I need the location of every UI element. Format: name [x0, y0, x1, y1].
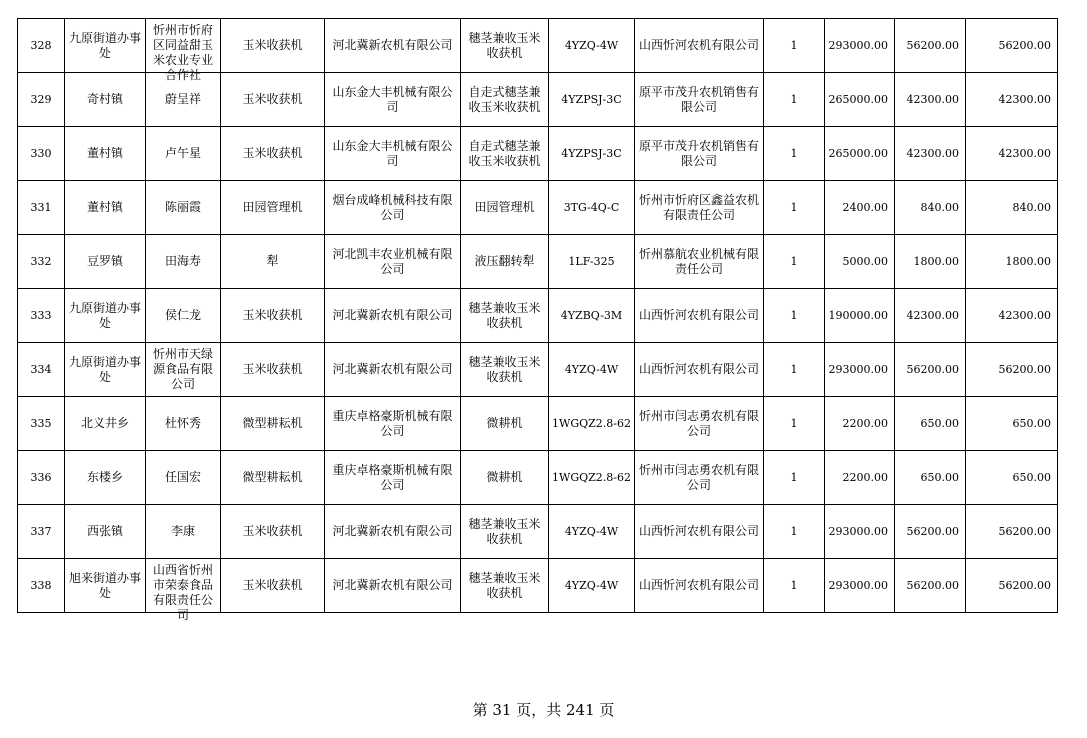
total-subsidy-text: 650.00: [1012, 417, 1051, 430]
row-number-text: 336: [30, 471, 52, 484]
township-text: 东楼乡: [86, 470, 123, 484]
total-subsidy-text: 56200.00: [998, 39, 1051, 52]
cell-model: [549, 235, 635, 289]
quantity-text: 1: [790, 93, 798, 106]
cell-product-name: [461, 343, 549, 397]
cell-sale-price: [825, 397, 895, 451]
cell-dealer: [635, 73, 764, 127]
manufacturer-text: 山东金大丰机械有限公司: [332, 84, 453, 114]
product-name-text: 穗茎兼收玉米收获机: [468, 516, 541, 546]
machine-category-text: 玉米收获机: [242, 308, 303, 322]
cell-sale-price: [825, 235, 895, 289]
cell-machine-category: [221, 505, 325, 559]
cell-applicant: [146, 397, 221, 451]
cell-quantity: [764, 397, 825, 451]
subsidy-amount-text: 42300.00: [906, 309, 959, 322]
table-row: [18, 343, 1058, 397]
cell-sale-price: [825, 559, 895, 613]
cell-product-name: [461, 289, 549, 343]
cell-product-name: [461, 127, 549, 181]
township-text: 董村镇: [86, 146, 123, 160]
machine-category-text: 田园管理机: [242, 200, 303, 214]
cell-manufacturer: [325, 73, 461, 127]
cell-applicant: [146, 289, 221, 343]
cell-dealer: [635, 559, 764, 613]
cell-row-number: [18, 343, 65, 397]
subsidy-amount-text: 56200.00: [906, 525, 959, 538]
subsidy-amount-text: 42300.00: [906, 93, 959, 106]
cell-model: [549, 73, 635, 127]
cell-township: [65, 127, 146, 181]
cell-dealer: [635, 343, 764, 397]
township-text: 九原街道办事处: [68, 354, 141, 384]
manufacturer-text: 重庆卓格豪斯机械有限公司: [332, 462, 453, 492]
cell-township: [65, 559, 146, 613]
cell-product-name: [461, 505, 549, 559]
table-row: [18, 235, 1058, 289]
model-text: 1WGQZ2.8-62: [552, 471, 631, 484]
township-text: 九原街道办事处: [68, 30, 141, 60]
quantity-text: 1: [790, 363, 798, 376]
cell-subsidy-amount: [895, 181, 966, 235]
cell-manufacturer: [325, 343, 461, 397]
machine-category-text: 玉米收获机: [242, 92, 303, 106]
applicant-text: 杜怀秀: [164, 416, 201, 430]
cell-machine-category: [221, 343, 325, 397]
cell-township: [65, 451, 146, 505]
applicant-text: 忻州市天绿源食品有限公司: [152, 347, 213, 391]
cell-product-name: [461, 235, 549, 289]
cell-subsidy-amount: [895, 235, 966, 289]
cell-row-number: [18, 559, 65, 613]
applicant-text: 田海寿: [164, 254, 201, 268]
applicant-text: 侯仁龙: [164, 308, 201, 322]
manufacturer-text: 河北冀新农机有限公司: [332, 524, 453, 538]
cell-quantity: [764, 181, 825, 235]
cell-quantity: [764, 235, 825, 289]
cell-manufacturer: [325, 289, 461, 343]
manufacturer-text: 河北冀新农机有限公司: [332, 362, 453, 376]
product-name-text: 自走式穗茎兼收玉米收获机: [468, 138, 541, 168]
sale-price-text: 293000.00: [828, 525, 888, 538]
product-name-text: 穗茎兼收玉米收获机: [468, 570, 541, 600]
cell-machine-category: [221, 451, 325, 505]
cell-manufacturer: [325, 181, 461, 235]
cell-subsidy-amount: [895, 397, 966, 451]
manufacturer-text: 河北冀新农机有限公司: [332, 308, 453, 322]
total-subsidy-text: 56200.00: [998, 363, 1051, 376]
dealer-text: 山西忻河农机有限公司: [638, 362, 759, 376]
cell-machine-category: [221, 181, 325, 235]
cell-township: [65, 235, 146, 289]
cell-row-number: [18, 397, 65, 451]
dealer-text: 忻州慕航农业机械有限责任公司: [638, 246, 759, 276]
machine-category-text: 犁: [266, 254, 279, 268]
row-number-text: 332: [30, 255, 52, 268]
cell-sale-price: [825, 73, 895, 127]
total-subsidy-text: 840.00: [1012, 201, 1051, 214]
table-row: [18, 505, 1058, 559]
cell-dealer: [635, 127, 764, 181]
product-name-text: 自走式穗茎兼收玉米收获机: [468, 84, 541, 114]
cell-manufacturer: [325, 505, 461, 559]
row-number-text: 330: [30, 147, 52, 160]
row-number-text: 334: [30, 363, 52, 376]
manufacturer-text: 河北凯丰农业机械有限公司: [332, 246, 453, 276]
cell-machine-category: [221, 127, 325, 181]
quantity-text: 1: [790, 147, 798, 160]
cell-dealer: [635, 505, 764, 559]
cell-applicant: [146, 181, 221, 235]
cell-subsidy-amount: [895, 127, 966, 181]
cell-machine-category: [221, 397, 325, 451]
cell-dealer: [635, 19, 764, 73]
quantity-text: 1: [790, 525, 798, 538]
table-row: [18, 289, 1058, 343]
cell-total-subsidy: [966, 559, 1058, 613]
cell-subsidy-amount: [895, 289, 966, 343]
machine-category-text: 玉米收获机: [242, 146, 303, 160]
cell-sale-price: [825, 289, 895, 343]
manufacturer-text: 烟台成峰机械科技有限公司: [332, 192, 453, 222]
cell-quantity: [764, 451, 825, 505]
applicant-text: 卢午星: [164, 146, 201, 160]
total-subsidy-text: 650.00: [1012, 471, 1051, 484]
cell-dealer: [635, 397, 764, 451]
model-text: 3TG-4Q-C: [563, 201, 620, 214]
cell-sale-price: [825, 181, 895, 235]
cell-total-subsidy: [966, 505, 1058, 559]
applicant-text: 蔚呈祥: [164, 92, 201, 106]
sale-price-text: 190000.00: [828, 309, 888, 322]
quantity-text: 1: [790, 417, 798, 430]
cell-total-subsidy: [966, 73, 1058, 127]
total-subsidy-text: 1800.00: [1005, 255, 1051, 268]
cell-quantity: [764, 289, 825, 343]
sale-price-text: 293000.00: [828, 363, 888, 376]
cell-row-number: [18, 289, 65, 343]
cell-manufacturer: [325, 19, 461, 73]
cell-applicant: [146, 451, 221, 505]
sale-price-text: 265000.00: [828, 147, 888, 160]
township-text: 豆罗镇: [86, 254, 123, 268]
cell-model: [549, 397, 635, 451]
subsidy-amount-text: 840.00: [920, 201, 959, 214]
machine-category-text: 玉米收获机: [242, 578, 303, 592]
cell-applicant: [146, 343, 221, 397]
manufacturer-text: 重庆卓格豪斯机械有限公司: [332, 408, 453, 438]
cell-sale-price: [825, 451, 895, 505]
cell-dealer: [635, 235, 764, 289]
cell-township: [65, 343, 146, 397]
cell-subsidy-amount: [895, 505, 966, 559]
township-text: 旭来街道办事处: [68, 570, 141, 600]
sale-price-text: 2200.00: [842, 471, 888, 484]
subsidy-amount-text: 56200.00: [906, 39, 959, 52]
cell-applicant: [146, 19, 221, 82]
manufacturer-text: 河北冀新农机有限公司: [332, 578, 453, 592]
table-row: [18, 397, 1058, 451]
model-text: 4YZQ-4W: [564, 525, 619, 538]
applicant-text: 忻州市忻府区同益甜玉米农业专业合作社: [152, 23, 213, 82]
cell-total-subsidy: [966, 19, 1058, 73]
cell-row-number: [18, 127, 65, 181]
cell-total-subsidy: [966, 181, 1058, 235]
total-subsidy-text: 42300.00: [998, 93, 1051, 106]
cell-total-subsidy: [966, 397, 1058, 451]
page-number-footer: 第 31 页，共 241 页: [472, 701, 615, 719]
cell-model: [549, 559, 635, 613]
cell-manufacturer: [325, 127, 461, 181]
cell-subsidy-amount: [895, 73, 966, 127]
applicant-text: 山西省忻州市荣泰食品有限责任公司: [152, 563, 213, 622]
cell-product-name: [461, 73, 549, 127]
cell-manufacturer: [325, 559, 461, 613]
product-name-text: 微耕机: [486, 416, 523, 430]
cell-sale-price: [825, 505, 895, 559]
cell-subsidy-amount: [895, 19, 966, 73]
cell-dealer: [635, 451, 764, 505]
cell-machine-category: [221, 73, 325, 127]
cell-manufacturer: [325, 451, 461, 505]
subsidy-amount-text: 650.00: [920, 417, 959, 430]
cell-township: [65, 73, 146, 127]
product-name-text: 液压翻转犁: [474, 254, 535, 268]
model-text: 4YZQ-4W: [564, 579, 619, 592]
cell-subsidy-amount: [895, 559, 966, 613]
row-number-text: 328: [30, 39, 52, 52]
cell-applicant: [146, 559, 221, 622]
cell-quantity: [764, 127, 825, 181]
row-number-text: 335: [30, 417, 52, 430]
total-subsidy-text: 42300.00: [998, 309, 1051, 322]
cell-row-number: [18, 235, 65, 289]
cell-township: [65, 181, 146, 235]
cell-model: [549, 127, 635, 181]
township-text: 西张镇: [86, 524, 123, 538]
machine-category-text: 微型耕耘机: [242, 416, 303, 430]
cell-row-number: [18, 451, 65, 505]
cell-row-number: [18, 73, 65, 127]
township-text: 九原街道办事处: [68, 300, 141, 330]
township-text: 董村镇: [86, 200, 123, 214]
cell-subsidy-amount: [895, 343, 966, 397]
cell-total-subsidy: [966, 235, 1058, 289]
machine-category-text: 玉米收获机: [242, 38, 303, 52]
cell-sale-price: [825, 127, 895, 181]
quantity-text: 1: [790, 309, 798, 322]
subsidy-amount-text: 56200.00: [906, 363, 959, 376]
subsidy-amount-text: 42300.00: [906, 147, 959, 160]
township-text: 奇村镇: [86, 92, 123, 106]
dealer-text: 原平市茂升农机销售有限公司: [638, 84, 759, 114]
dealer-text: 山西忻河农机有限公司: [638, 578, 759, 592]
cell-total-subsidy: [966, 343, 1058, 397]
row-number-text: 337: [30, 525, 52, 538]
table-row: [18, 559, 1058, 613]
dealer-text: 山西忻河农机有限公司: [638, 524, 759, 538]
machine-category-text: 玉米收获机: [242, 362, 303, 376]
township-text: 北义井乡: [80, 416, 129, 430]
cell-dealer: [635, 289, 764, 343]
manufacturer-text: 山东金大丰机械有限公司: [332, 138, 453, 168]
sale-price-text: 265000.00: [828, 93, 888, 106]
cell-applicant: [146, 127, 221, 181]
row-number-text: 329: [30, 93, 52, 106]
model-text: 4YZBQ-3M: [560, 309, 623, 322]
row-number-text: 333: [30, 309, 52, 322]
model-text: 1WGQZ2.8-62: [552, 417, 631, 430]
table-row: [18, 19, 1058, 73]
dealer-text: 原平市茂升农机销售有限公司: [638, 138, 759, 168]
cell-model: [549, 505, 635, 559]
table-body: [18, 19, 1058, 622]
product-name-text: 穗茎兼收玉米收获机: [468, 354, 541, 384]
model-text: 1LF-325: [568, 255, 615, 268]
subsidy-amount-text: 650.00: [920, 471, 959, 484]
subsidy-table: [17, 18, 1058, 622]
cell-machine-category: [221, 559, 325, 613]
subsidy-amount-text: 56200.00: [906, 579, 959, 592]
table-row: [18, 451, 1058, 505]
cell-township: [65, 19, 146, 73]
cell-manufacturer: [325, 235, 461, 289]
cell-quantity: [764, 559, 825, 613]
cell-model: [549, 181, 635, 235]
sale-price-text: 2400.00: [842, 201, 888, 214]
cell-model: [549, 19, 635, 73]
cell-township: [65, 397, 146, 451]
model-text: 4YZPSJ-3C: [561, 93, 622, 106]
applicant-text: 任国宏: [164, 470, 201, 484]
dealer-text: 忻州市闫志勇农机有限公司: [638, 462, 759, 492]
cell-total-subsidy: [966, 127, 1058, 181]
cell-product-name: [461, 451, 549, 505]
cell-product-name: [461, 19, 549, 73]
machine-category-text: 玉米收获机: [242, 524, 303, 538]
cell-row-number: [18, 19, 65, 73]
total-subsidy-text: 56200.00: [998, 525, 1051, 538]
product-name-text: 田园管理机: [474, 200, 535, 214]
model-text: 4YZPSJ-3C: [561, 147, 622, 160]
total-subsidy-text: 56200.00: [998, 579, 1051, 592]
sale-price-text: 5000.00: [842, 255, 888, 268]
cell-total-subsidy: [966, 451, 1058, 505]
dealer-text: 山西忻河农机有限公司: [638, 38, 759, 52]
cell-product-name: [461, 397, 549, 451]
cell-manufacturer: [325, 397, 461, 451]
dealer-text: 山西忻河农机有限公司: [638, 308, 759, 322]
machine-category-text: 微型耕耘机: [242, 470, 303, 484]
cell-machine-category: [221, 19, 325, 73]
cell-machine-category: [221, 289, 325, 343]
cell-sale-price: [825, 343, 895, 397]
quantity-text: 1: [790, 579, 798, 592]
table-row: [18, 181, 1058, 235]
product-name-text: 微耕机: [486, 470, 523, 484]
applicant-text: 陈丽霞: [164, 200, 201, 214]
quantity-text: 1: [790, 255, 798, 268]
cell-row-number: [18, 505, 65, 559]
cell-applicant: [146, 235, 221, 289]
sale-price-text: 2200.00: [842, 417, 888, 430]
model-text: 4YZQ-4W: [564, 39, 619, 52]
quantity-text: 1: [790, 39, 798, 52]
quantity-text: 1: [790, 201, 798, 214]
dealer-text: 忻州市闫志勇农机有限公司: [638, 408, 759, 438]
cell-quantity: [764, 19, 825, 73]
cell-model: [549, 343, 635, 397]
total-subsidy-text: 42300.00: [998, 147, 1051, 160]
row-number-text: 338: [30, 579, 52, 592]
quantity-text: 1: [790, 471, 798, 484]
cell-product-name: [461, 559, 549, 613]
product-name-text: 穗茎兼收玉米收获机: [468, 30, 541, 60]
cell-total-subsidy: [966, 289, 1058, 343]
sale-price-text: 293000.00: [828, 39, 888, 52]
subsidy-amount-text: 1800.00: [913, 255, 959, 268]
cell-subsidy-amount: [895, 451, 966, 505]
cell-quantity: [764, 505, 825, 559]
cell-quantity: [764, 73, 825, 127]
product-name-text: 穗茎兼收玉米收获机: [468, 300, 541, 330]
table-row: [18, 127, 1058, 181]
applicant-text: 李康: [170, 524, 195, 538]
cell-township: [65, 289, 146, 343]
manufacturer-text: 河北冀新农机有限公司: [332, 38, 453, 52]
cell-product-name: [461, 181, 549, 235]
model-text: 4YZQ-4W: [564, 363, 619, 376]
cell-model: [549, 289, 635, 343]
cell-dealer: [635, 181, 764, 235]
dealer-text: 忻州市忻府区鑫益农机有限责任公司: [638, 192, 759, 222]
cell-applicant: [146, 505, 221, 559]
cell-township: [65, 505, 146, 559]
cell-row-number: [18, 181, 65, 235]
sale-price-text: 293000.00: [828, 579, 888, 592]
row-number-text: 331: [30, 201, 52, 214]
cell-sale-price: [825, 19, 895, 73]
cell-quantity: [764, 343, 825, 397]
cell-model: [549, 451, 635, 505]
cell-machine-category: [221, 235, 325, 289]
